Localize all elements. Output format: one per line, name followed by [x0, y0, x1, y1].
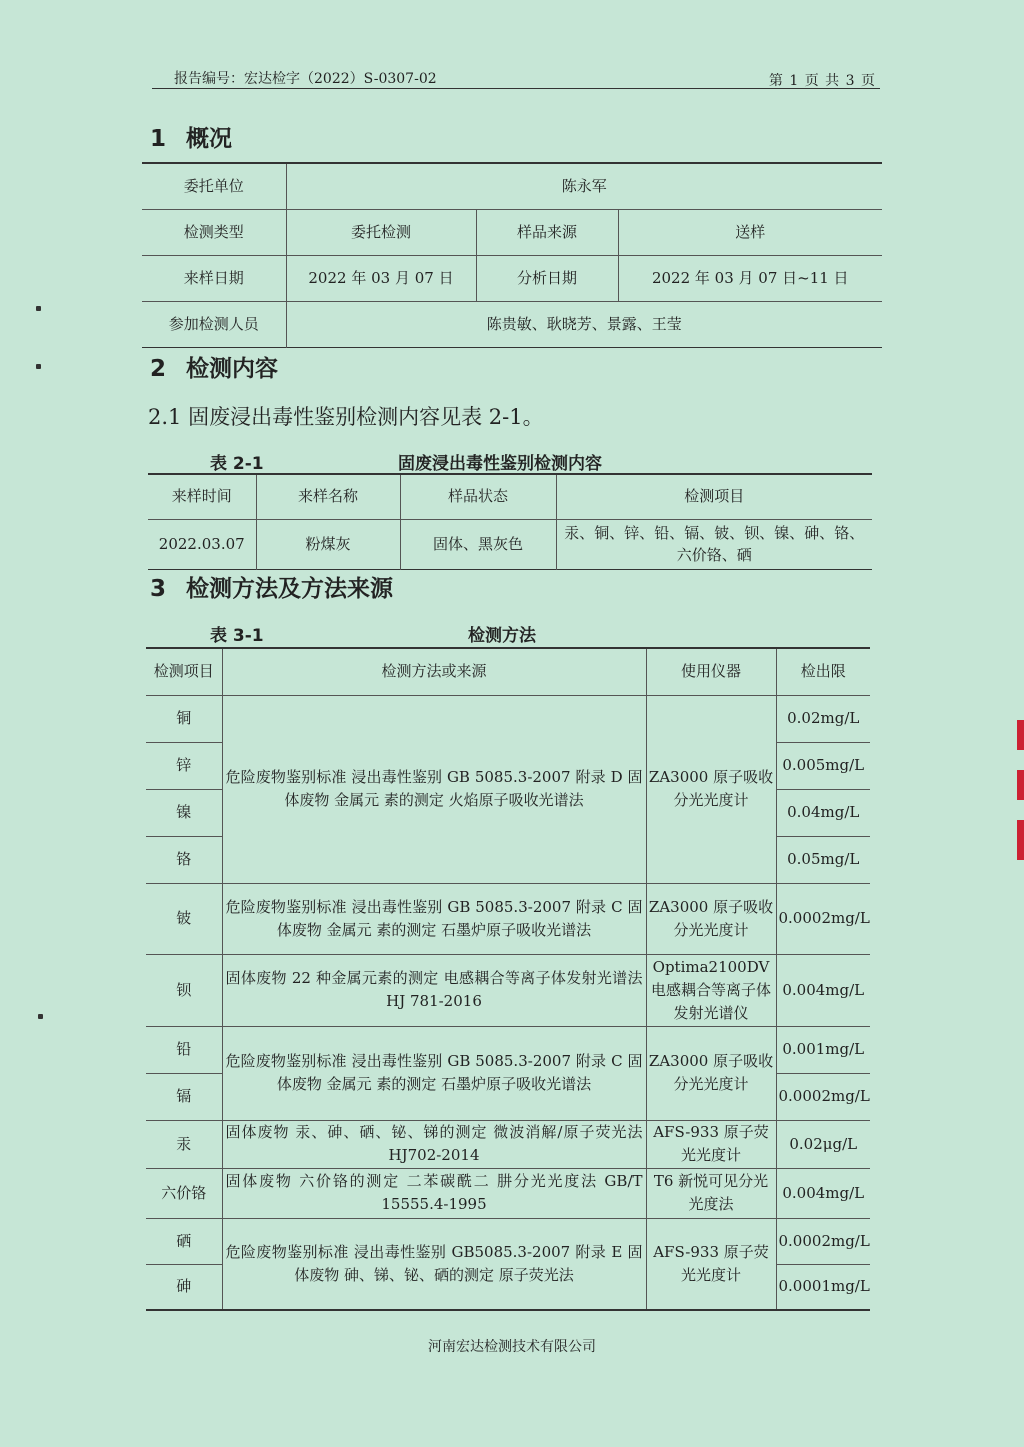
sample-source-value: 送样 [618, 210, 882, 256]
instrument-cell: ZA3000 原子吸收分光光度计 [646, 1026, 776, 1120]
table-row [146, 954, 870, 1026]
table-row [142, 210, 882, 256]
limit-cell: 0.001mg/L [776, 1026, 870, 1073]
table3-title: 检测方法 [468, 626, 536, 646]
instrument-cell: AFS-933 原子荧光光度计 [646, 1218, 776, 1310]
instrument-cell: ZA3000 原子吸收分光光度计 [646, 883, 776, 954]
table-row [142, 256, 882, 302]
item-cell: 钡 [146, 954, 222, 1026]
scan-dot [36, 306, 41, 311]
item-cell: 锌 [146, 742, 222, 789]
item-cell: 铜 [146, 695, 222, 742]
table-2-1 [148, 473, 872, 570]
sample-source-label: 样品来源 [476, 210, 618, 256]
page-number: 第 1 页 共 3 页 [768, 73, 876, 89]
section3-heading [150, 570, 393, 603]
limit-cell: 0.04mg/L [776, 789, 870, 836]
item-cell: 硒 [146, 1218, 222, 1264]
item-cell: 铬 [146, 836, 222, 883]
section2-paragraph: 2.1 固废浸出毒性鉴别检测内容见表 2-1。 [148, 405, 544, 429]
column-header: 来样名称 [256, 474, 400, 519]
table-cell: 粉煤灰 [256, 519, 400, 569]
column-header: 检测方法或来源 [222, 648, 646, 695]
item-cell: 镉 [146, 1073, 222, 1120]
test-type-value: 委托检测 [286, 210, 476, 256]
item-cell: 铍 [146, 883, 222, 954]
item-cell: 六价铬 [146, 1168, 222, 1218]
item-cell: 砷 [146, 1264, 222, 1310]
sample-date-label: 来样日期 [142, 256, 286, 302]
instrument-cell: Optima2100DV 电感耦合等离子体发射光谱仪 [646, 954, 776, 1026]
table-3-1 [146, 647, 870, 1311]
item-cell: 铅 [146, 1026, 222, 1073]
method-cell: 固体废物 六价铬的测定 二苯碳酰二 肼分光光度法 GB/T 15555.4-1995 [222, 1168, 646, 1218]
method-cell: 危险废物鉴别标准 浸出毒性鉴别 GB 5085.3-2007 附录 D 固体废物 金属元 素的测定 火焰原子吸收光谱法 [222, 695, 646, 883]
section2-number: 2 [150, 356, 167, 382]
limit-cell: 0.005mg/L [776, 742, 870, 789]
table-cell: 固体、黑灰色 [400, 519, 556, 569]
item-cell: 镍 [146, 789, 222, 836]
edge-stamp-fragment [1017, 720, 1024, 750]
scan-dot [36, 364, 41, 369]
section1-number: 1 [150, 126, 167, 152]
table-row [146, 883, 870, 954]
page-header [152, 62, 880, 89]
table-cell: 2022.03.07 [148, 519, 256, 569]
method-cell: 危险废物鉴别标准 浸出毒性鉴别 GB 5085.3-2007 附录 C 固体废物 金属元 素的测定 石墨炉原子吸收光谱法 [222, 1026, 646, 1120]
limit-cell: 0.05mg/L [776, 836, 870, 883]
column-header: 来样时间 [148, 474, 256, 519]
edge-stamp-fragment [1017, 820, 1024, 860]
column-header: 使用仪器 [646, 648, 776, 695]
table-row [148, 519, 872, 569]
table-row [146, 1026, 870, 1073]
instrument-cell: ZA3000 原子吸收分光光度计 [646, 695, 776, 883]
staff-label: 参加检测人员 [142, 302, 286, 348]
section2-heading [150, 350, 278, 383]
section1-heading [150, 120, 232, 153]
client-value: 陈永军 [286, 163, 882, 210]
limit-cell: 0.02μg/L [776, 1120, 870, 1168]
method-cell: 固体废物 22 种金属元素的测定 电感耦合等离子体发射光谱法 HJ 781-2016 [222, 954, 646, 1026]
test-type-label: 检测类型 [142, 210, 286, 256]
table-cell: 汞、铜、锌、铅、镉、铍、钡、镍、砷、铬、六价铬、硒 [556, 519, 872, 569]
limit-cell: 0.004mg/L [776, 954, 870, 1026]
method-cell: 危险废物鉴别标准 浸出毒性鉴别 GB5085.3-2007 附录 E 固体废物 砷、锑、铋、硒的测定 原子荧光法 [222, 1218, 646, 1310]
scan-dot [38, 1014, 43, 1019]
limit-cell: 0.0002mg/L [776, 883, 870, 954]
item-cell: 汞 [146, 1120, 222, 1168]
section3-title: 检测方法及方法来源 [186, 576, 393, 602]
method-cell: 固体废物 汞、砷、硒、铋、锑的测定 微波消解/原子荧光法 HJ702-2014 [222, 1120, 646, 1168]
column-header: 检出限 [776, 648, 870, 695]
sample-date-value: 2022 年 03 月 07 日 [286, 256, 476, 302]
section3-number: 3 [150, 576, 167, 602]
instrument-cell: T6 新悦可见分光光度法 [646, 1168, 776, 1218]
edge-stamp-fragment [1017, 770, 1024, 800]
table-row [146, 1120, 870, 1168]
staff-value: 陈贵敏、耿晓芳、景露、王莹 [286, 302, 882, 348]
column-header: 检测项目 [146, 648, 222, 695]
table-row [146, 1218, 870, 1264]
table-row [146, 1168, 870, 1218]
limit-cell: 0.0002mg/L [776, 1218, 870, 1264]
section2-title: 检测内容 [186, 356, 278, 382]
limit-cell: 0.0001mg/L [776, 1264, 870, 1310]
analysis-date-value: 2022 年 03 月 07 日~11 日 [618, 256, 882, 302]
report-number: 报告编号：宏达检字（2022）S-0307-02 [174, 71, 437, 87]
table2-title: 固废浸出毒性鉴别检测内容 [398, 454, 602, 474]
column-header: 样品状态 [400, 474, 556, 519]
table-row [142, 163, 882, 210]
column-header: 检测项目 [556, 474, 872, 519]
page-footer: 河南宏达检测技术有限公司 [428, 1339, 596, 1355]
table-header-row [148, 474, 872, 519]
table3-number: 表 3-1 [210, 626, 264, 646]
instrument-cell: AFS-933 原子荧光光度计 [646, 1120, 776, 1168]
method-cell: 危险废物鉴别标准 浸出毒性鉴别 GB 5085.3-2007 附录 C 固体废物 金属元 素的测定 石墨炉原子吸收光谱法 [222, 883, 646, 954]
limit-cell: 0.02mg/L [776, 695, 870, 742]
limit-cell: 0.0002mg/L [776, 1073, 870, 1120]
overview-table [142, 162, 882, 348]
analysis-date-label: 分析日期 [476, 256, 618, 302]
table-row [142, 302, 882, 348]
limit-cell: 0.004mg/L [776, 1168, 870, 1218]
table-row [146, 695, 870, 742]
table2-number: 表 2-1 [210, 454, 264, 474]
client-label: 委托单位 [142, 163, 286, 210]
section1-title: 概况 [186, 126, 232, 152]
table-header-row [146, 648, 870, 695]
